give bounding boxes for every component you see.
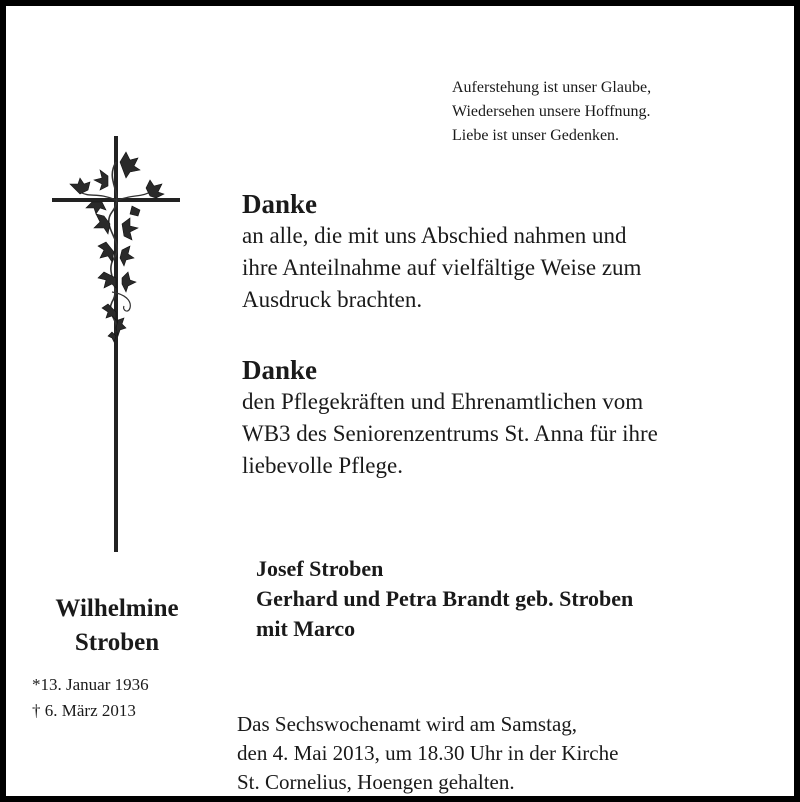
thanks-heading: Danke [242,355,318,385]
notice-line: Das Sechswochenamt wird am Samstag, [237,712,578,736]
motto-line: Auferstehung ist unser Glaube, [452,79,652,96]
signature-line: mit Marco [256,616,356,641]
first-name: Wilhelmine [55,595,179,622]
deceased-name [22,592,212,660]
thanks-line: an alle, die mit uns Abschied nahmen und [242,223,627,248]
signature-line: Josef Stroben [256,556,384,581]
thanks-line: Ausdruck brachten. [242,287,423,312]
thanks-line: liebevolle Pflege. [242,453,403,478]
thanks-line: den Pflegekräften und Ehrenamtlichen vom [242,389,644,414]
notice-line: St. Cornelius, Hoengen gehalten. [237,770,515,794]
notice-line: den 4. Mai 2013, um 18.30 Uhr in der Kirche [237,741,619,765]
thanks-line: WB3 des Seniorenzentrums St. Anna für ihre [242,421,658,446]
thanks-line: ihre Anteilnahme auf vielfältige Weise zum [242,255,642,280]
birth-date: *13. Januar 1936 [32,675,149,694]
thanks-block-2 [242,354,658,482]
mass-notice [237,710,618,797]
thanks-heading: Danke [242,189,318,219]
signature-line: Gerhard und Petra Brandt geb. Stroben [256,586,634,611]
thanks-text [242,386,658,482]
motto-line: Wiedersehen unsere Hoffnung. [452,103,651,120]
life-dates [32,672,149,724]
death-date: † 6. März 2013 [32,701,136,720]
thanks-block-1 [242,188,641,316]
last-name: Stroben [74,629,160,656]
thanks-text [242,220,641,316]
signatures [256,554,633,644]
motto-line: Liebe ist unser Gedenken. [452,127,620,144]
motto-verse [452,76,651,148]
ivy-cross-icon [46,132,186,556]
